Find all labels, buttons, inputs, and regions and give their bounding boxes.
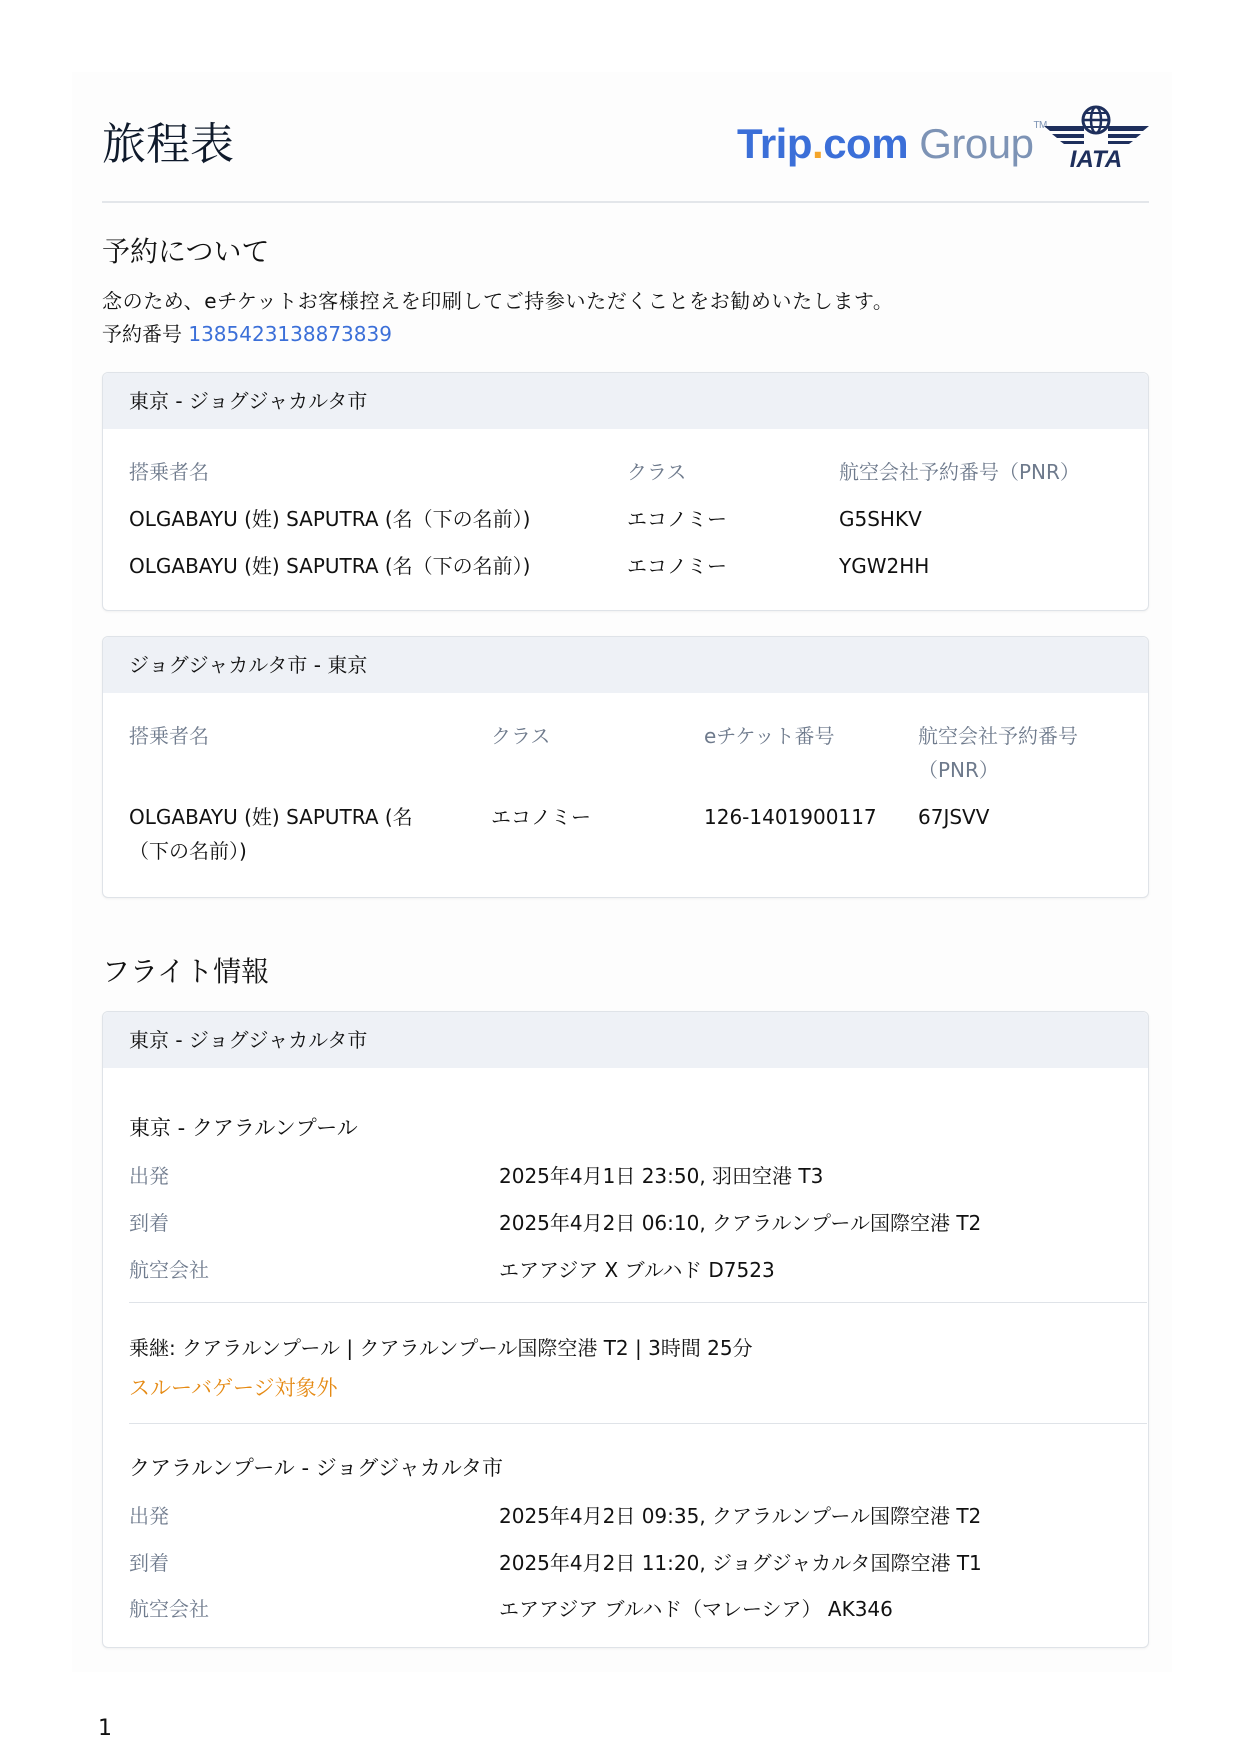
segment-title: 東京 - クアラルンプール [129, 1116, 358, 1140]
route-card-outbound [102, 372, 1149, 611]
route-card-return [102, 636, 1149, 898]
departure-label: 出発 [129, 1164, 169, 1188]
column-header-pnr: 航空会社予約番号（PNR） [839, 460, 1080, 484]
column-header-passenger: 搭乗者名 [129, 724, 209, 748]
airline-label: 航空会社 [129, 1597, 209, 1621]
segment-title: クアラルンプール - ジョグジャカルタ市 [129, 1456, 504, 1480]
trip-com-group-logo [737, 120, 1047, 168]
arrival-value: 2025年4月2日 06:10, クアラルンプール国際空港 T2 [499, 1211, 982, 1235]
logo-group-text: Group [908, 120, 1034, 167]
booking-number-line [102, 318, 392, 347]
flight-card-title: 東京 - ジョグジャカルタ市 [103, 1012, 1148, 1068]
passenger-name: OLGABAYU (姓) SAPUTRA (名（下の名前）) [129, 554, 531, 578]
header-divider [102, 201, 1149, 203]
departure-label: 出発 [129, 1504, 169, 1528]
segment-divider [129, 1302, 1147, 1303]
column-header-class: クラス [627, 460, 687, 484]
page-number: 1 [98, 1716, 112, 1741]
arrival-label: 到着 [129, 1551, 169, 1575]
column-header-passenger: 搭乗者名 [129, 460, 209, 484]
booking-number[interactable]: 1385423138873839 [188, 322, 392, 346]
passenger-pnr: YGW2HH [839, 554, 930, 578]
layover-info: 乗継: クアラルンプール | クアラルンプール国際空港 T2 | 3時間 25分 [129, 1336, 753, 1360]
column-header-eticket: eチケット番号 [704, 724, 835, 748]
passenger-name: OLGABAYU (姓) SAPUTRA (名（下の名前）) [129, 507, 531, 531]
passenger-pnr: 67JSVV [918, 805, 990, 829]
logo-com-text: com [823, 120, 909, 167]
departure-value: 2025年4月1日 23:50, 羽田空港 T3 [499, 1164, 824, 1188]
booking-heading: 予約について [102, 235, 270, 268]
eticket-number: 126-1401900117 [704, 805, 877, 829]
logo-trip-text: Trip [737, 120, 813, 167]
logo-dot-text: . [812, 120, 824, 167]
route-card-title: ジョグジャカルタ市 - 東京 [103, 637, 1148, 693]
booking-number-label: 予約番号 [102, 322, 189, 346]
passenger-class: エコノミー [627, 554, 727, 578]
passenger-class: エコノミー [491, 805, 591, 829]
route-card-title: 東京 - ジョグジャカルタ市 [103, 373, 1148, 429]
airline-value: エアアジア ブルハド（マレーシア） AK346 [499, 1597, 893, 1621]
passenger-pnr: G5SHKV [839, 507, 922, 531]
baggage-warning: スルーバゲージ対象外 [129, 1376, 338, 1400]
arrival-label: 到着 [129, 1211, 169, 1235]
logo-tm-text: TM [1033, 120, 1047, 131]
document-title: 旅程表 [102, 119, 234, 170]
airline-label: 航空会社 [129, 1258, 209, 1282]
flight-card [102, 1011, 1149, 1648]
column-header-pnr: 航空会社予約番号（PNR） [918, 724, 1078, 782]
print-notice: 念のため、eチケットお客様控えを印刷してご持参いただくことをお勧めいたします。 [102, 289, 894, 313]
airline-value: エアアジア X ブルハド D7523 [499, 1258, 775, 1282]
iata-logo-text: IATA [1069, 146, 1123, 170]
column-header-class: クラス [491, 724, 551, 748]
flight-info-heading: フライト情報 [102, 955, 270, 988]
arrival-value: 2025年4月2日 11:20, ジョグジャカルタ国際空港 T1 [499, 1551, 982, 1575]
passenger-name: OLGABAYU (姓) SAPUTRA (名（下の名前）) [129, 805, 413, 863]
departure-value: 2025年4月2日 09:35, クアラルンプール国際空港 T2 [499, 1504, 982, 1528]
passenger-class: エコノミー [627, 507, 727, 531]
segment-divider [129, 1423, 1147, 1424]
iata-logo-icon [1044, 104, 1149, 170]
